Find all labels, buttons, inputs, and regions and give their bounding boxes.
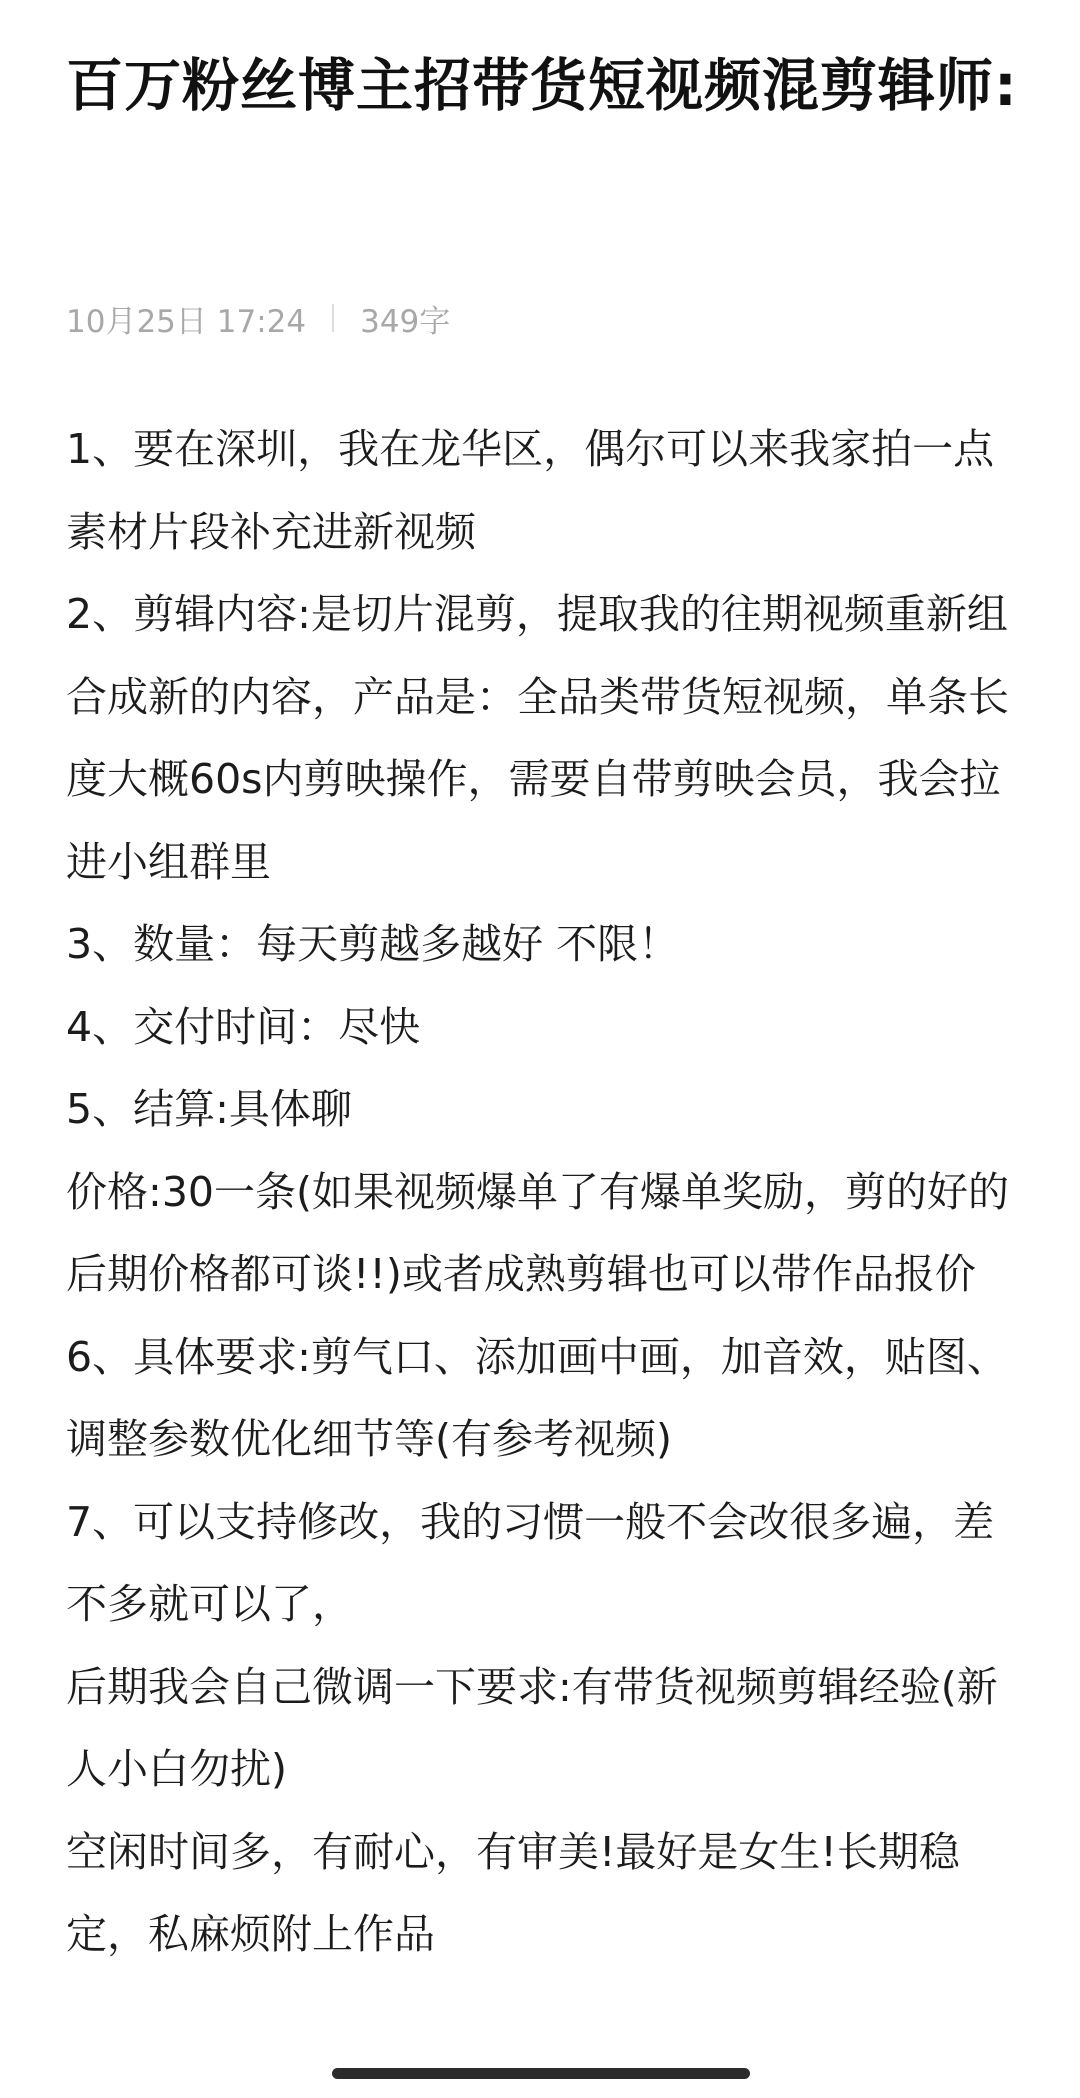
meta-divider <box>332 304 334 332</box>
note-paragraph: 2、剪辑内容:是切片混剪，提取我的往期视频重新组合成新的内容，产品是：全品类带货短视频，单条长度大概60s内剪映操作，需要自带剪映会员，我会拉进小组群里 <box>66 590 1009 886</box>
note-paragraph: 空闲时间多，有耐心，有审美!最好是女生!长期稳定，私麻烦附上作品 <box>66 1827 960 1958</box>
note-paragraph: 3、数量：每天剪越多越好 不限！ <box>66 920 680 968</box>
note-paragraph: 4、交付时间：尽快 <box>66 1002 421 1051</box>
note-paragraph: 1、要在深圳，我在龙华区，偶尔可以来我家拍一点素材片段补充进新视频 <box>66 425 995 556</box>
note-body[interactable] <box>66 408 1026 1976</box>
note-paragraph: 6、具体要求:剪气口、添加画中画，加音效，贴图、调整参数优化细节等(有参考视频) <box>66 1332 1008 1463</box>
note-word-count: 349字 <box>360 303 451 340</box>
note-date: 10月25日 17:24 <box>66 303 307 340</box>
home-indicator[interactable] <box>332 2068 750 2079</box>
note-paragraph: 后期我会自己微调一下要求:有带货视频剪辑经验(新人小白勿扰) <box>66 1662 998 1793</box>
note-paragraph: 5、结算:具体聊 <box>66 1085 352 1133</box>
note-paragraph: 7、可以支持修改，我的习惯一般不会改很多遍，差不多就可以了， <box>66 1497 995 1628</box>
note-paragraph: 价格:30一条(如果视频爆单了有爆单奖励，剪的好的后期价格都可谈!!)或者成熟剪辑也可以带作品报价 <box>66 1167 1009 1298</box>
note-title: 百万粉丝博主招带货短视频混剪辑师: <box>66 53 1018 119</box>
note-meta <box>66 296 450 340</box>
